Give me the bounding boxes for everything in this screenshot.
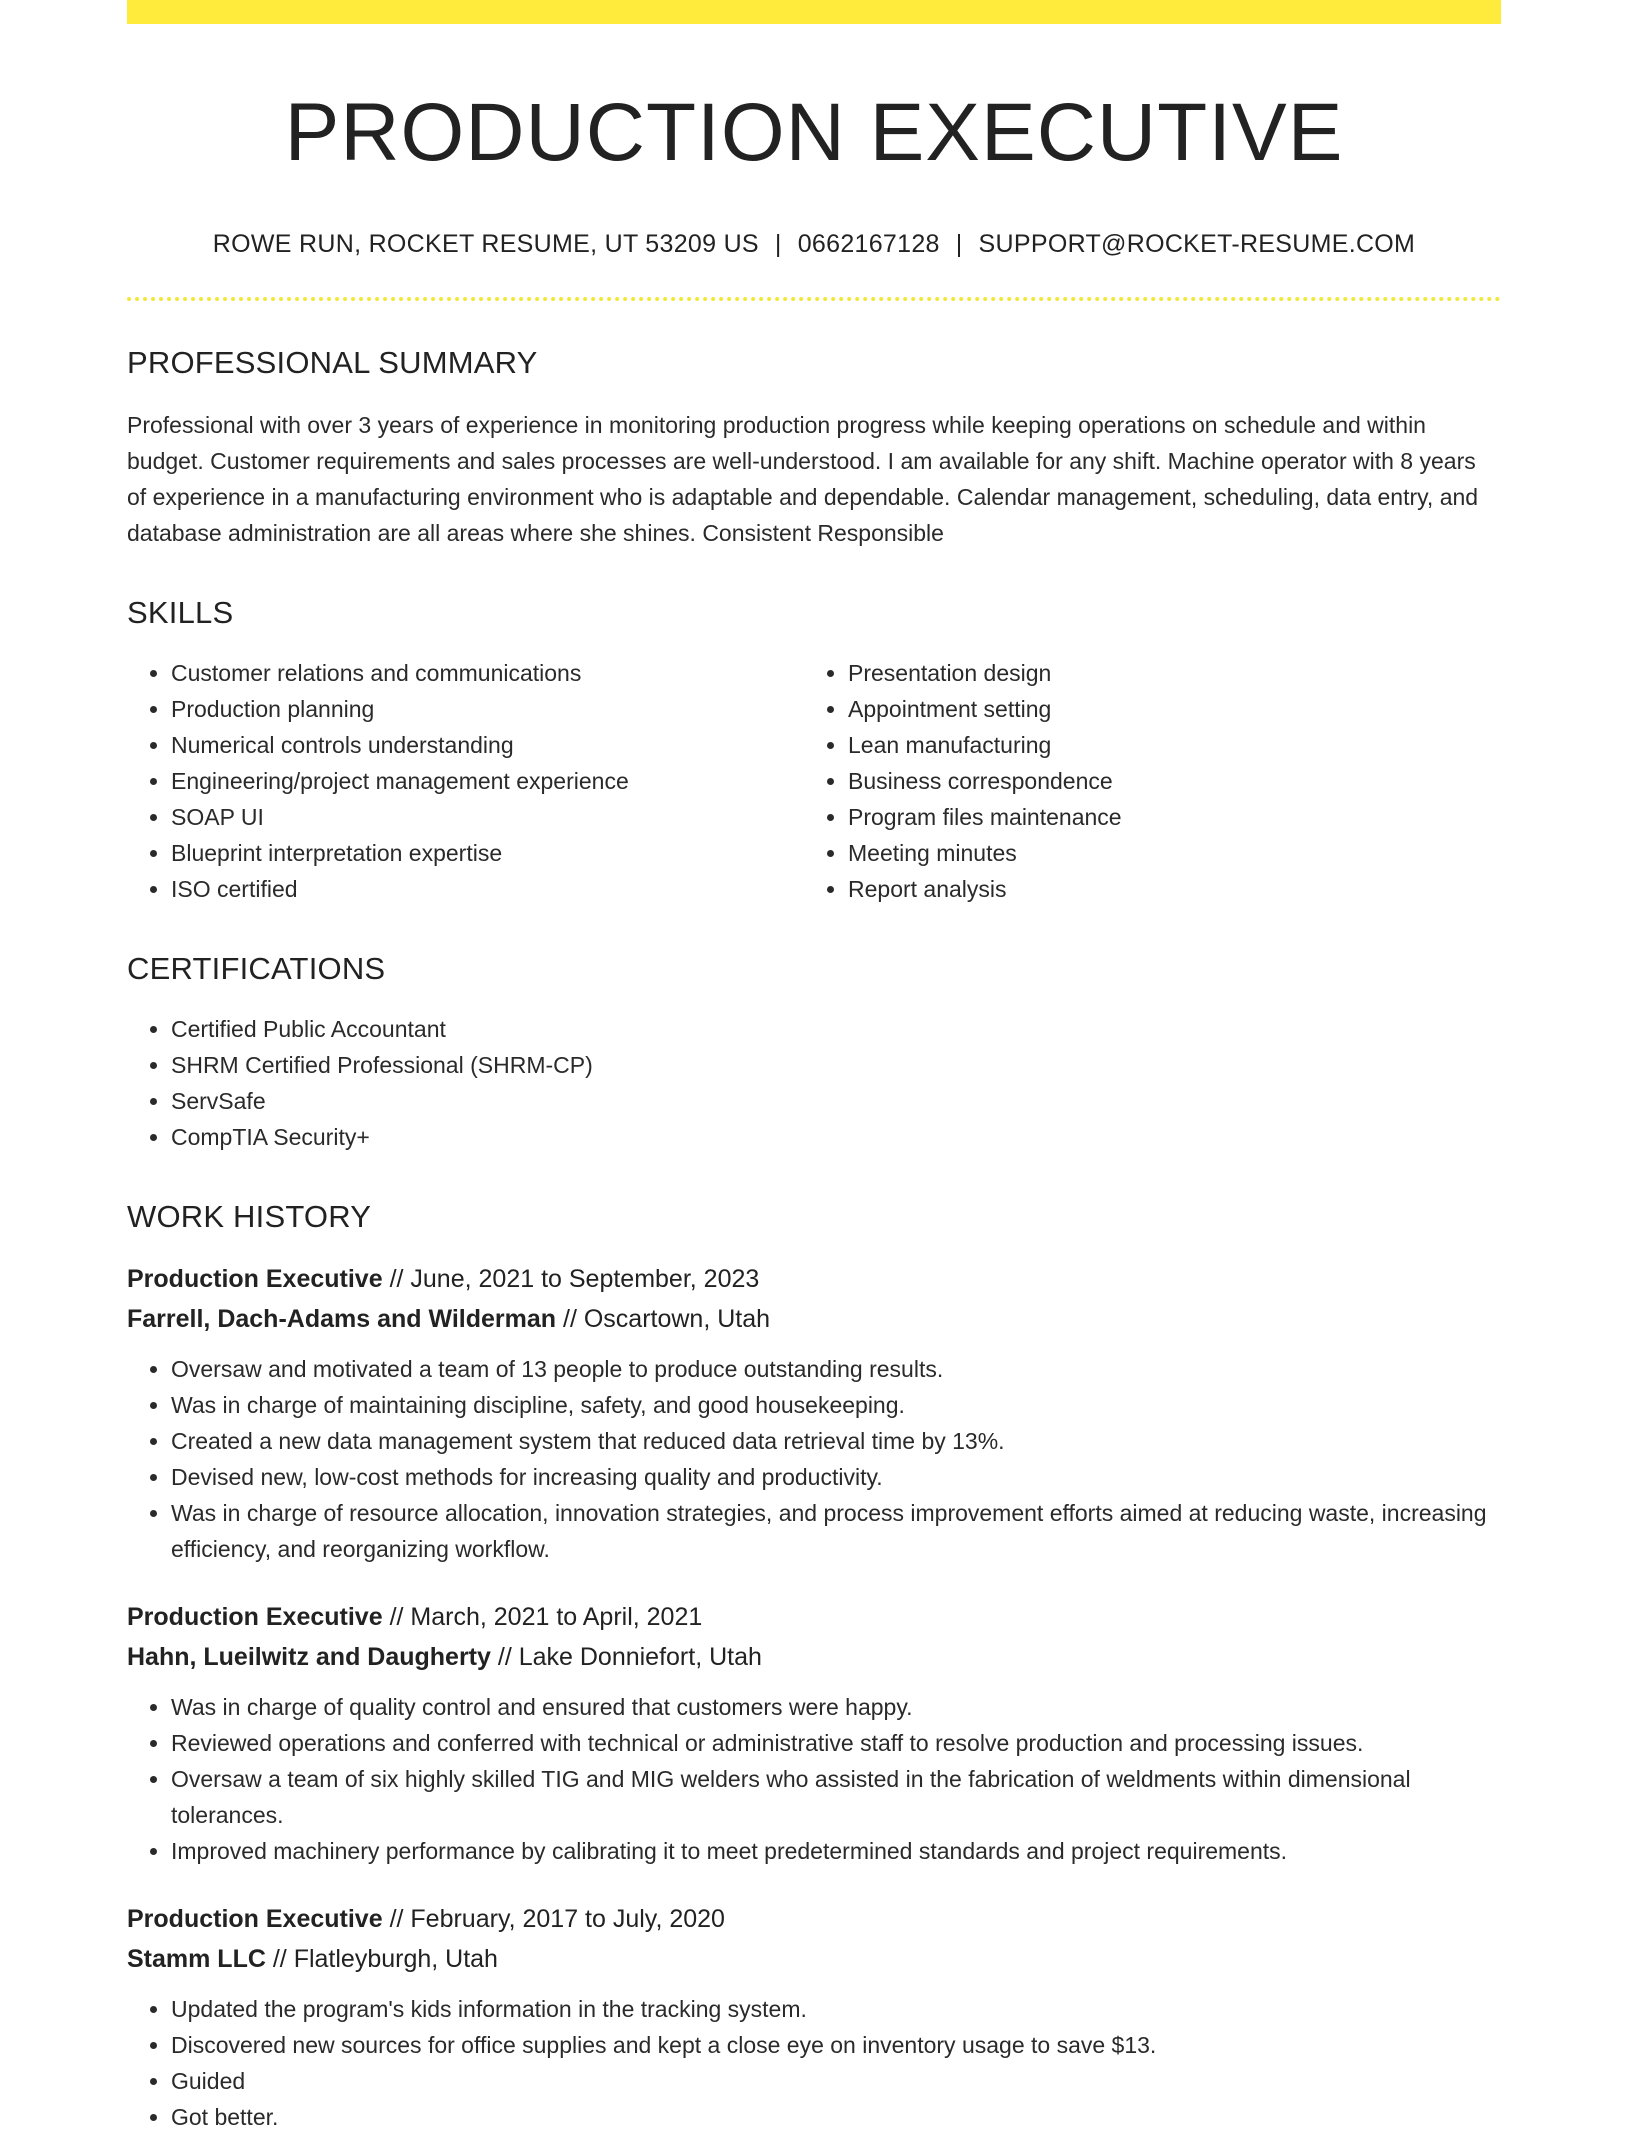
- certifications-section: [127, 951, 1501, 1155]
- job-company-line: [127, 1939, 1501, 1979]
- job-bullets: [127, 1689, 1501, 1869]
- skill-item: • Customer relations and communications: [171, 655, 804, 691]
- skills-section: [127, 595, 1501, 907]
- job-title: Production Executive: [127, 1905, 383, 1934]
- job-company: Stamm LLC: [127, 1945, 266, 1974]
- accent-bar: [127, 0, 1501, 24]
- resume-name: PRODUCTION EXECUTIVE: [284, 87, 1344, 178]
- job-bullet: • Was in charge of resource allocation, innovation strategies, and process improvement efforts aimed at reducing waste, increasing efficiency, and reorganizing workflow.: [171, 1495, 1501, 1567]
- contact-phone: 0662167128: [797, 230, 940, 259]
- header-divider: [127, 297, 1501, 301]
- skill-item: • Program files maintenance: [848, 799, 1481, 835]
- skill-item: • Production planning: [171, 691, 804, 727]
- job-company-line: [127, 1637, 1501, 1677]
- certification-item: • Certified Public Accountant: [171, 1011, 1501, 1047]
- skill-item: • Engineering/project management experience: [171, 763, 804, 799]
- certification-item: • CompTIA Security+: [171, 1119, 1501, 1155]
- job-dates: // February, 2017 to July, 2020: [382, 1905, 725, 1934]
- job-title-line: [127, 1259, 1501, 1299]
- section-heading-certifications: CERTIFICATIONS: [127, 951, 386, 987]
- contact-email: SUPPORT@ROCKET-RESUME.COM: [978, 230, 1416, 259]
- job-title-line: [127, 1899, 1501, 1939]
- skills-column-right: [804, 655, 1481, 907]
- skill-item: • ISO certified: [171, 871, 804, 907]
- section-heading-summary: PROFESSIONAL SUMMARY: [127, 345, 538, 381]
- skill-item: • Numerical controls understanding: [171, 727, 804, 763]
- job-bullet: • Created a new data management system that reduced data retrieval time by 13%.: [171, 1423, 1501, 1459]
- job-bullets: [127, 1351, 1501, 1567]
- job-company: Farrell, Dach-Adams and Wilderman: [127, 1305, 557, 1334]
- job-entry: [127, 1597, 1501, 1869]
- contact-address: ROWE RUN, ROCKET RESUME, UT 53209 US: [212, 230, 759, 259]
- job-bullet: • Oversaw a team of six highly skilled TIG and MIG welders who assisted in the fabrication of weldments within dimensional tolerances.: [171, 1761, 1501, 1833]
- job-entry: [127, 1259, 1501, 1567]
- job-bullets: [127, 1991, 1501, 2135]
- job-company-line: [127, 1299, 1501, 1339]
- job-bullet: • Improved machinery performance by calibrating it to meet predetermined standards and project requirements.: [171, 1833, 1501, 1869]
- skill-item: • Appointment setting: [848, 691, 1481, 727]
- job-bullet: • Was in charge of maintaining discipline, safety, and good housekeeping.: [171, 1387, 1501, 1423]
- job-company: Hahn, Lueilwitz and Daugherty: [127, 1643, 491, 1672]
- contact-separator: |: [955, 230, 963, 259]
- skills-column-left: [127, 655, 804, 907]
- summary-text: Professional with over 3 years of experience in monitoring production progress while keeping operations on schedule and within budget. Customer requirements and sales processes are well-understood. I am available for any shift. Machine operator with 8 years of experience in a manufacturing environment who is adaptable and dependable. Calendar management, scheduling, data entry, and database administration are all areas where she shines. Consistent Responsible: [127, 412, 1479, 547]
- skill-item: • Lean manufacturing: [848, 727, 1481, 763]
- skill-item: • Business correspondence: [848, 763, 1481, 799]
- job-location: // Oscartown, Utah: [556, 1305, 771, 1334]
- job-bullet: • Devised new, low-cost methods for increasing quality and productivity.: [171, 1459, 1501, 1495]
- job-bullet: • Reviewed operations and conferred with technical or administrative staff to resolve production and processing issues.: [171, 1725, 1501, 1761]
- skill-item: • Blueprint interpretation expertise: [171, 835, 804, 871]
- contact-separator: |: [774, 230, 782, 259]
- job-title: Production Executive: [127, 1265, 383, 1294]
- job-bullet: • Got better.: [171, 2099, 1501, 2135]
- contact-line: [127, 230, 1501, 259]
- job-bullet: • Updated the program's kids information in the tracking system.: [171, 1991, 1501, 2027]
- skill-item: • Meeting minutes: [848, 835, 1481, 871]
- job-bullet: • Oversaw and motivated a team of 13 people to produce outstanding results.: [171, 1351, 1501, 1387]
- skills-grid: [127, 655, 1501, 907]
- certification-item: • SHRM Certified Professional (SHRM-CP): [171, 1047, 1501, 1083]
- job-title: Production Executive: [127, 1603, 383, 1632]
- certifications-list: [127, 1011, 1501, 1155]
- job-bullet: • Discovered new sources for office supplies and kept a close eye on inventory usage to save $13.: [171, 2027, 1501, 2063]
- skill-item: • Report analysis: [848, 871, 1481, 907]
- section-heading-work-history: WORK HISTORY: [127, 1199, 372, 1235]
- job-location: // Lake Donniefort, Utah: [490, 1643, 762, 1672]
- job-dates: // June, 2021 to September, 2023: [382, 1265, 760, 1294]
- skills-list-left: [127, 655, 804, 907]
- work-history-section: [127, 1199, 1501, 2135]
- job-bullet: • Guided: [171, 2063, 1501, 2099]
- job-dates: // March, 2021 to April, 2021: [382, 1603, 703, 1632]
- job-location: // Flatleyburgh, Utah: [265, 1945, 498, 1974]
- certification-item: • ServSafe: [171, 1083, 1501, 1119]
- job-title-line: [127, 1597, 1501, 1637]
- skill-item: • Presentation design: [848, 655, 1481, 691]
- skills-list-right: [804, 655, 1481, 907]
- job-entry: [127, 1899, 1501, 2135]
- section-heading-skills: SKILLS: [127, 595, 234, 631]
- skill-item: • SOAP UI: [171, 799, 804, 835]
- summary-section: [127, 345, 1501, 551]
- resume-page: [127, 0, 1501, 2135]
- job-bullet: • Was in charge of quality control and ensured that customers were happy.: [171, 1689, 1501, 1725]
